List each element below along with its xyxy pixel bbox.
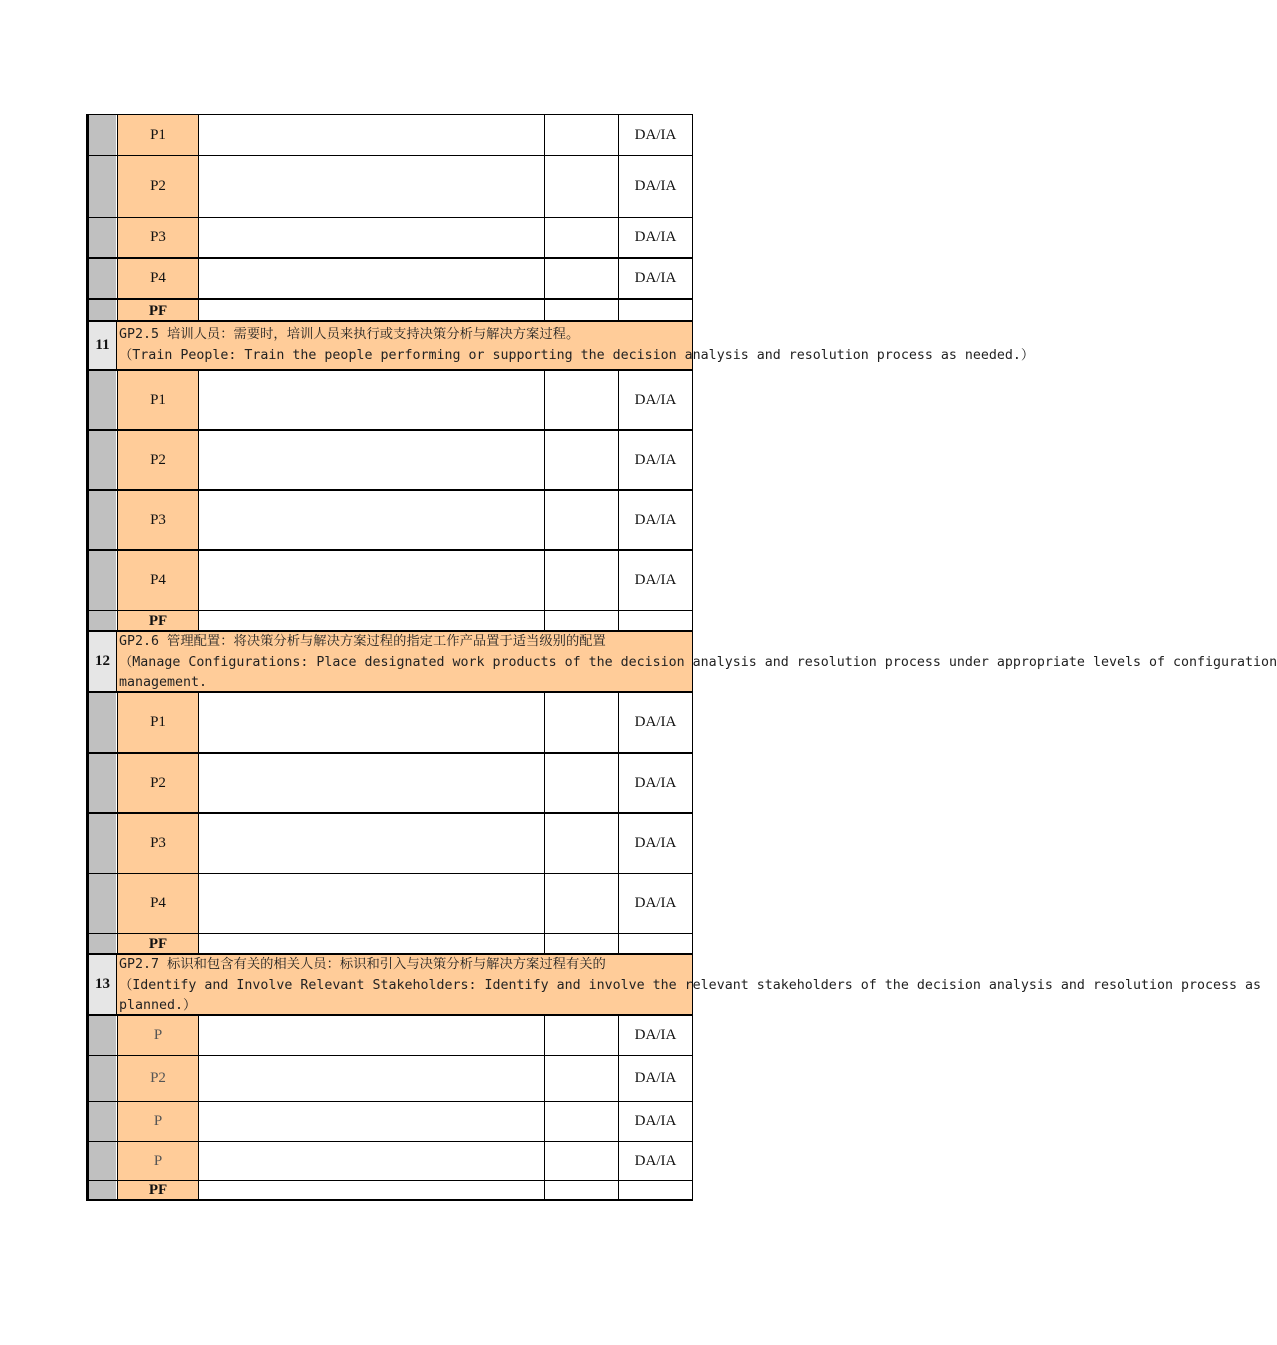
table-row	[86, 431, 693, 491]
practice-code: PF	[117, 300, 199, 320]
rating-cell[interactable]	[545, 551, 619, 610]
gp-title-en-cont: management.	[119, 675, 208, 690]
evidence-cell[interactable]	[199, 115, 545, 155]
practice-code: P	[117, 1102, 199, 1141]
practice-code: P1	[117, 693, 199, 752]
practice-code: P	[117, 1016, 199, 1055]
gp-header-2-7	[86, 955, 1262, 1016]
practice-code: P1	[117, 115, 199, 155]
table-row-pf	[86, 1181, 693, 1201]
gp-title-en-cont: planned.）	[119, 998, 197, 1013]
table-row	[86, 491, 693, 551]
table-row	[86, 814, 693, 874]
evidence-type: DA/IA	[619, 259, 693, 298]
gp-title-cn: GP2.6 管理配置：将决策分析与解决方案过程的指定工作产品置于适当级别的配置	[119, 634, 606, 649]
table-row	[86, 1102, 693, 1142]
evidence-type	[619, 611, 693, 630]
rating-cell[interactable]	[545, 611, 619, 630]
evidence-cell[interactable]	[199, 693, 545, 752]
evidence-cell[interactable]	[199, 259, 545, 298]
evidence-type: DA/IA	[619, 156, 693, 217]
rating-cell[interactable]	[545, 300, 619, 320]
table-row	[86, 1016, 693, 1056]
rating-cell[interactable]	[545, 491, 619, 549]
rating-cell[interactable]	[545, 1102, 619, 1141]
practice-code: P3	[117, 491, 199, 549]
evidence-cell[interactable]	[199, 491, 545, 549]
rating-cell[interactable]	[545, 934, 619, 953]
practice-code: P	[117, 1142, 199, 1180]
evidence-type: DA/IA	[619, 754, 693, 812]
table-row	[86, 259, 693, 300]
evidence-type	[619, 934, 693, 953]
practice-code: P2	[117, 156, 199, 217]
rating-cell[interactable]	[545, 371, 619, 429]
table-row	[86, 115, 693, 156]
practice-code: P2	[117, 1056, 199, 1101]
evidence-cell[interactable]	[199, 551, 545, 610]
practice-code: P4	[117, 259, 199, 298]
rating-cell[interactable]	[545, 874, 619, 933]
rating-cell[interactable]	[545, 218, 619, 257]
table-row	[86, 874, 693, 934]
evidence-cell[interactable]	[199, 934, 545, 953]
table-row-pf	[86, 611, 693, 632]
rating-cell[interactable]	[545, 1056, 619, 1101]
evidence-type: DA/IA	[619, 218, 693, 257]
gp-title-cn: GP2.5 培训人员：需要时，培训人员来执行或支持决策分析与解决方案过程。	[119, 327, 580, 342]
practice-code: P1	[117, 371, 199, 429]
gp-description	[119, 632, 1277, 694]
evidence-cell[interactable]	[199, 1016, 545, 1055]
table-row-pf	[86, 300, 693, 322]
assessment-table	[86, 114, 1277, 1201]
table-row	[86, 551, 693, 611]
rating-cell[interactable]	[545, 1181, 619, 1199]
gp-title-en: （Train People: Train the people performing or supporting the decision analysis and resolution process as needed.）	[119, 347, 1035, 363]
evidence-cell[interactable]	[199, 754, 545, 812]
evidence-type	[619, 300, 693, 320]
evidence-type: DA/IA	[619, 1142, 693, 1180]
evidence-type: DA/IA	[619, 491, 693, 549]
practice-block-gp26	[86, 693, 693, 955]
rating-cell[interactable]	[545, 1142, 619, 1180]
rating-cell[interactable]	[545, 115, 619, 155]
evidence-cell[interactable]	[199, 814, 545, 873]
evidence-cell[interactable]	[199, 156, 545, 217]
evidence-type: DA/IA	[619, 371, 693, 429]
table-row	[86, 218, 693, 259]
evidence-cell[interactable]	[199, 874, 545, 933]
gp-title-cn: GP2.7 标识和包含有关的相关人员：标识和引入与决策分析与解决方案过程有关的	[119, 957, 606, 972]
evidence-cell[interactable]	[199, 431, 545, 489]
practice-code: P3	[117, 814, 199, 873]
gp-header-2-6	[86, 632, 1277, 693]
rating-cell[interactable]	[545, 814, 619, 873]
gp-title-en: （Identify and Involve Relevant Stakeholders: Identify and involve the relevant stakeholders of the decision analysis and resolution process as	[119, 977, 1262, 993]
rating-cell[interactable]	[545, 259, 619, 298]
evidence-type: DA/IA	[619, 874, 693, 933]
rating-cell[interactable]	[545, 156, 619, 217]
evidence-cell[interactable]	[199, 371, 545, 429]
practice-code: P3	[117, 218, 199, 257]
evidence-cell[interactable]	[199, 1181, 545, 1199]
evidence-cell[interactable]	[199, 1102, 545, 1141]
practice-code: P4	[117, 551, 199, 610]
gp-description	[119, 325, 1034, 366]
evidence-type: DA/IA	[619, 814, 693, 873]
practice-code: P2	[117, 431, 199, 489]
evidence-type: DA/IA	[619, 1056, 693, 1101]
evidence-type: DA/IA	[619, 1102, 693, 1141]
practice-code: P4	[117, 874, 199, 933]
practice-code: P2	[117, 754, 199, 812]
evidence-cell[interactable]	[199, 218, 545, 257]
gp-description	[119, 955, 1261, 1017]
evidence-type	[619, 1181, 693, 1199]
evidence-type: DA/IA	[619, 1016, 693, 1055]
practice-block-gp24	[86, 114, 693, 322]
evidence-cell[interactable]	[199, 1056, 545, 1101]
table-row-pf	[86, 934, 693, 955]
row-number: 13	[86, 955, 117, 1014]
evidence-type: DA/IA	[619, 115, 693, 155]
evidence-cell[interactable]	[199, 300, 545, 320]
practice-code: PF	[117, 1181, 199, 1199]
rating-cell[interactable]	[545, 754, 619, 812]
rating-cell[interactable]	[545, 1016, 619, 1055]
evidence-cell[interactable]	[199, 1142, 545, 1180]
evidence-type: DA/IA	[619, 693, 693, 752]
practice-block-gp27	[86, 1016, 693, 1201]
evidence-type: DA/IA	[619, 551, 693, 610]
table-row	[86, 1142, 693, 1181]
row-number: 12	[86, 632, 117, 691]
gp-title-en: （Manage Configurations: Place designated work products of the decision analysis and resolution process under appropriate levels of configuration	[119, 654, 1277, 670]
table-row	[86, 156, 693, 218]
evidence-cell[interactable]	[199, 611, 545, 630]
evidence-type: DA/IA	[619, 431, 693, 489]
practice-code: PF	[117, 611, 199, 630]
rating-cell[interactable]	[545, 431, 619, 489]
table-row	[86, 1056, 693, 1102]
table-row	[86, 371, 693, 431]
rating-cell[interactable]	[545, 693, 619, 752]
gp-header-2-5	[86, 322, 1035, 371]
row-number: 11	[86, 322, 117, 369]
practice-block-gp25	[86, 371, 693, 632]
table-row	[86, 693, 693, 754]
table-row	[86, 754, 693, 814]
practice-code: PF	[117, 934, 199, 953]
